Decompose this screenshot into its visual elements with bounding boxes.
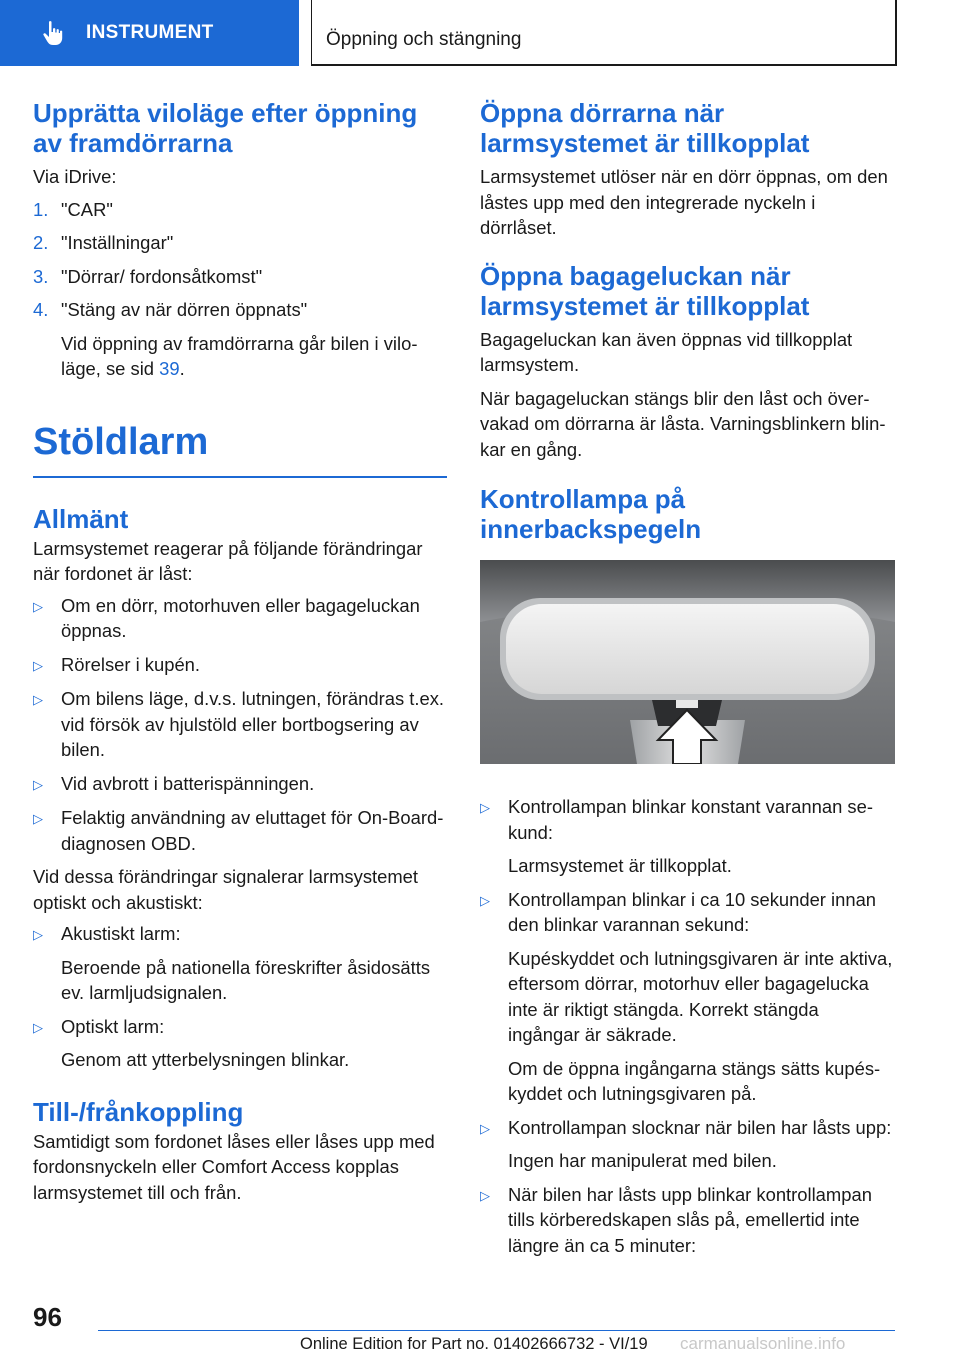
triangle-bullet-icon: ▷	[33, 811, 43, 826]
section-heading: Öppna bagageluckan när larmsystemet är tillkopplat	[480, 260, 810, 321]
paragraph: Larmsystemet reagerar på följande förändringar när fordonet är låst:	[33, 537, 423, 584]
list-item: ▷ Kontrollampan blinkar i ca 10 sekunder innan den blinkar varannan sekund: Kupéskyddet och lutningsgivaren är inte aktiva, eftersom dörrar, motorhuv eller bagagelucka inte är riktigt stängda. Korrekt stängda ingångar är säkrade. Om de öppna ingångarna stängs sätts kupéskyddet och lutningsgivaren på.	[480, 887, 895, 1107]
triangle-bullet-icon: ▷	[33, 927, 43, 942]
section-heading: Till-/frånkoppling	[33, 1096, 244, 1127]
paragraph: Samtidigt som fordonet låses eller låses upp med fordonsnyckeln eller Comfort Access kopplas larmsystemet till och från.	[33, 1130, 435, 1203]
triangle-bullet-icon: ▷	[33, 776, 43, 792]
list-item: ▷ Akustiskt larm: Beroende på nationella föreskrifter åsidosätts ev. larmljudsignalen.	[33, 921, 447, 1006]
list-item: ▷ Optiskt larm: Genom att ytterbelysningen blinkar.	[33, 1014, 447, 1073]
footer-divider	[98, 1330, 895, 1331]
chapter-title: Öppning och stängning	[326, 29, 522, 50]
step-number: 1.	[33, 198, 49, 220]
paragraph: När bagageluckan stängs blir den låst och övervakad om dörrarna är låsta. Varningsblinkern blinkar en gång.	[480, 387, 886, 460]
paragraph: Bagageluckan kan även öppnas vid tillkopplat larmsystem.	[480, 328, 853, 375]
section-heading: Kontrollampa på innerbackspegeln	[480, 484, 702, 544]
chapter-header	[311, 0, 897, 66]
triangle-bullet-icon: ▷	[480, 1187, 490, 1203]
section-heading: Upprätta viloläge efter öppning av framdörrarna	[33, 98, 418, 158]
step-number: 3.	[33, 265, 49, 287]
paragraph: Vid dessa förändringar signalerar larmsystemet optiskt och akustiskt:	[33, 866, 419, 913]
triangle-bullet-icon: ▷	[33, 657, 43, 673]
edition-note: Online Edition for Part no. 01402666732 - VI/19	[300, 1335, 648, 1353]
watermark: carmanualsonline.info	[680, 1334, 846, 1353]
condition-list	[33, 593, 447, 857]
list-item: ▷ Felaktig användning av eluttaget för On-Board-diagnosen OBD.	[33, 805, 447, 856]
section-label: INSTRUMENT	[86, 22, 214, 43]
left-column	[33, 98, 447, 1205]
step-number: 4.	[33, 299, 49, 320]
step-note: Vid öppning av framdörrarna går bilen i viloläge, se sid 39.	[61, 332, 418, 379]
section-heading: Öppna dörrarna när larmsystemet är tillkopplat	[480, 98, 810, 158]
list-item: ▷ Om en dörr, motorhuven eller bagageluckan öppnas.	[33, 593, 447, 644]
item-note: Ingen har manipulerat med bilen.	[508, 1150, 777, 1171]
triangle-bullet-icon: ▷	[33, 1019, 43, 1035]
paragraph: Larmsystemet utlöser när en dörr öppnas, om den låstes upp med den integrerade nyckeln i dörrlåset.	[480, 166, 888, 238]
hand-icon	[42, 20, 64, 46]
triangle-bullet-icon: ▷	[33, 692, 43, 707]
indicator-list	[480, 794, 895, 1258]
triangle-bullet-icon: ▷	[480, 892, 490, 908]
step-text: "Inställningar"	[61, 232, 174, 253]
steps-list	[33, 197, 447, 382]
list-item: ▷ Rörelser i kupén.	[33, 652, 447, 679]
list-item: ▷ Kontrollampan blinkar konstant varannan sekund: Larmsystemet är tillkopplat.	[480, 794, 895, 879]
item-note: Beroende på nationella föreskrifter åsidosätts ev. larmljudsignalen.	[61, 956, 431, 1003]
step-item	[33, 230, 447, 256]
section-tab	[0, 0, 299, 66]
item-note: Larmsystemet är tillkopplat.	[508, 855, 732, 876]
step-item	[33, 197, 447, 223]
step-item	[33, 264, 447, 290]
rearview-mirror-illustration	[480, 560, 895, 764]
list-item: ▷ Vid avbrott i batterispänningen.	[33, 771, 447, 798]
chapter-heading: Stöldlarm	[33, 420, 209, 463]
item-note: Genom att ytterbelysningen blinkar.	[61, 1049, 350, 1070]
paragraph: Via iDrive:	[33, 166, 117, 187]
list-item: ▷ När bilen har låsts upp blinkar kontrollampan tills körberedskapen slås på, emellertid inte längre än ca 5 minuter:	[480, 1182, 895, 1259]
triangle-bullet-icon: ▷	[33, 598, 43, 614]
section-heading: Allmänt	[33, 503, 129, 534]
list-item: ▷ Kontrollampan slocknar när bilen har låsts upp: Ingen har manipulerat med bilen.	[480, 1115, 895, 1174]
item-note: Om de öppna ingångarna stängs sätts kupéskyddet och lutningsgivaren på.	[508, 1057, 881, 1104]
triangle-bullet-icon: ▷	[480, 800, 490, 815]
item-note: Kupéskyddet och lutningsgivaren är inte aktiva, eftersom dörrar, motorhuv eller bagagelucka inte är riktigt stängda. Korrekt stängda ingångar är säkrade.	[508, 947, 893, 1045]
right-column	[480, 98, 895, 1266]
triangle-bullet-icon: ▷	[480, 1120, 490, 1136]
alarm-list	[33, 921, 447, 1073]
step-item	[33, 297, 447, 382]
step-text: "Stäng av när dörren öppnats"	[61, 299, 308, 320]
list-item: ▷ Om bilens läge, d.v.s. lutningen, förändras t.ex. vid försök av hjulstöld eller bortbogsering av bilen.	[33, 686, 447, 763]
step-text: "CAR"	[61, 198, 113, 220]
step-number: 2.	[33, 232, 49, 253]
page-number: 96	[33, 1302, 62, 1332]
step-text: "Dörrar/ fordonsåtkomst"	[61, 265, 263, 287]
page-link[interactable]: 39	[159, 358, 180, 379]
